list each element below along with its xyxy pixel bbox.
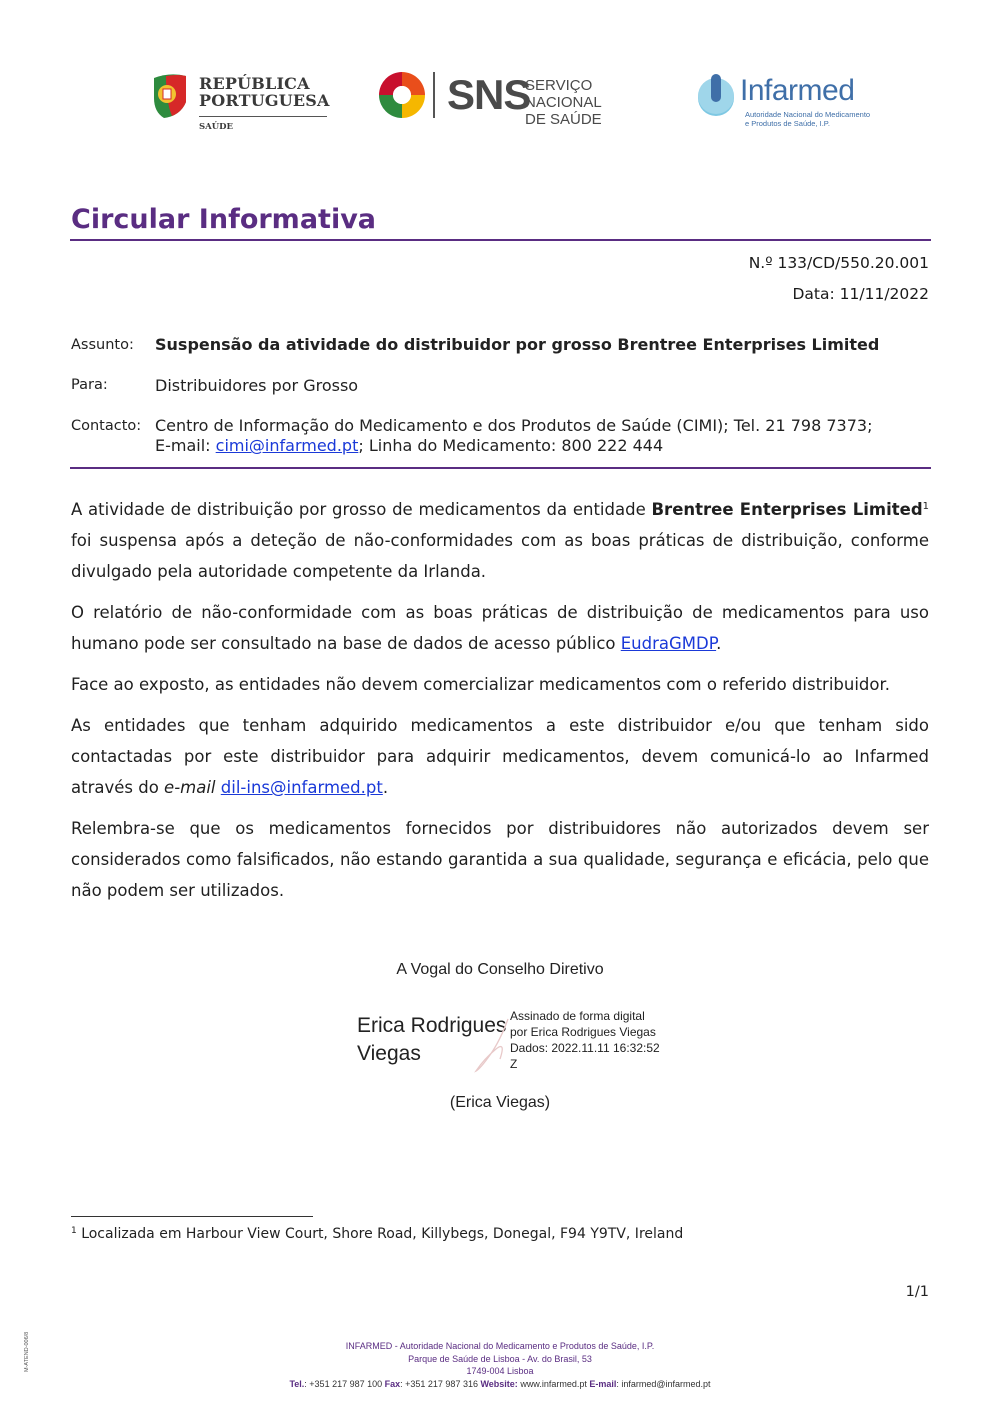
- p4-text-a: As entidades que tenham adquirido medicamentos a este distribuidor e/ou que tenham sido contactadas por este distribuidor para adquirir medicamentos, devem comunicá-lo ao Infarmed através do: [71, 716, 929, 797]
- footnote: [71, 1226, 683, 1242]
- footer-email-label: E-mail: [589, 1378, 617, 1389]
- digital-signature-block: [510, 1008, 660, 1072]
- rp-divider: [199, 116, 327, 117]
- footnote-mark: 1: [71, 1226, 77, 1236]
- dil-ins-email-link[interactable]: dil-ins@infarmed.pt: [220, 778, 383, 797]
- paragraph-5: [71, 813, 929, 906]
- digital-line4: Z: [510, 1057, 518, 1071]
- signatory-printed-name: (Erica Viegas): [449, 1094, 551, 1111]
- date-label: Data:: [792, 285, 835, 303]
- sns-emblem-icon: [377, 70, 427, 120]
- para-label: Para:: [71, 377, 108, 393]
- eudragmdp-link[interactable]: EudraGMDP: [620, 634, 717, 653]
- p4-email-word: e-mail: [164, 778, 216, 797]
- paragraph-1: [71, 494, 929, 587]
- footer-line1: INFARMED - Autoridade Nacional do Medicamento e Produtos de Saúde, I.P.: [345, 1341, 655, 1351]
- sns-acronym: SNS: [447, 71, 531, 118]
- title-divider: [70, 239, 931, 241]
- footer-contacts: [0, 1378, 1000, 1391]
- footer-tel-label: Tel.: [289, 1378, 305, 1389]
- contacto-value: [155, 416, 872, 456]
- p2-text-a: O relatório de não-conformidade com as boas práticas de distribuição de medicamentos para uso humano pode ser consultado na base de dados de acesso público: [71, 603, 929, 653]
- email-label: E-mail:: [155, 436, 211, 455]
- body-text: [71, 494, 929, 916]
- rp-line1: REPÚBLICA: [199, 74, 310, 93]
- infarmed-logo: [694, 72, 884, 134]
- signatory-role: A Vogal do Conselho Diretivo: [396, 961, 604, 978]
- footnote-divider: [71, 1216, 313, 1217]
- document-title: Circular Informativa: [71, 204, 377, 235]
- footer-line3: 1749-004 Lisboa: [466, 1366, 534, 1376]
- footer-web-label: Website:: [480, 1378, 518, 1389]
- footer-fax-label: Fax: [384, 1378, 401, 1389]
- p2-text-b: .: [716, 634, 722, 653]
- contacto-line1: Centro de Informação do Medicamento e dos Produtos de Saúde (CIMI); Tel. 21 798 7373;: [155, 416, 873, 435]
- cimi-email-link[interactable]: cimi@infarmed.pt: [215, 436, 359, 455]
- portugal-emblem-icon: [150, 72, 190, 120]
- footer-email: : infarmed@infarmed.pt: [616, 1378, 711, 1389]
- p4-text-b: .: [382, 778, 389, 797]
- footnote-ref: 1: [922, 501, 930, 512]
- footer-web: www.infarmed.pt: [517, 1378, 590, 1389]
- infarmed-name: Infarmed: [740, 74, 855, 107]
- footer-line2: Parque de Saúde de Lisboa - Av. do Brasil, 53: [408, 1353, 592, 1364]
- page-footer: [0, 1340, 1000, 1390]
- contacto-line2-rest: ; Linha do Medicamento: 800 222 444: [358, 436, 664, 455]
- p5-text: Relembra-se que os medicamentos fornecidos por distribuidores não autorizados devem ser considerados como falsificados, não estando garantida a sua qualidade, segurança e eficácia, pelo que não podem ser utilizados.: [71, 819, 929, 900]
- contacto-line2: [155, 436, 872, 456]
- p1-text-a: A atividade de distribuição por grosso de medicamentos da entidade: [71, 500, 652, 519]
- contacto-label: Contacto:: [71, 418, 142, 434]
- sns-line1: SERVIÇO NACIONAL: [525, 77, 602, 111]
- header-fields-divider: [70, 467, 931, 469]
- sns-logo: [377, 70, 657, 128]
- p1-text-b: foi suspensa após a deteção de não-conformidades com as boas práticas de distribuição, conforme divulgado pela autoridade competente da Irlanda.: [71, 531, 929, 581]
- form-code-text: M-ATEND-006/8: [24, 1331, 30, 1372]
- document-date: [792, 285, 929, 303]
- footer-tel: : +351 217 987 100: [304, 1378, 385, 1389]
- signatory-name-line2: Viegas: [357, 1042, 421, 1065]
- paragraph-2: [71, 597, 929, 659]
- digital-line3: Dados: 2022.11.11 16:32:52: [510, 1041, 660, 1055]
- entity-name: Brentree Enterprises Limited: [651, 500, 923, 519]
- infarmed-sub1: Autoridade Nacional do Medicamento: [745, 110, 871, 119]
- footer-fax: : +351 217 987 316: [400, 1378, 481, 1389]
- rp-saude-text: SAÚDE: [199, 122, 233, 132]
- signatory-name-line1: Erica Rodrigues: [357, 1014, 507, 1037]
- sns-line2: DE SAÚDE: [525, 111, 602, 128]
- assunto-label: Assunto:: [71, 337, 134, 353]
- page-number: 1/1: [905, 1284, 929, 1300]
- digital-line2: por Erica Rodrigues Viegas: [510, 1025, 656, 1039]
- date-value: 11/11/2022: [839, 285, 929, 303]
- infarmed-subtitle: [745, 110, 870, 128]
- rp-line2: PORTUGUESA: [199, 91, 330, 110]
- assunto-value: Suspensão da atividade do distribuidor por grosso Brentree Enterprises Limited: [155, 335, 880, 354]
- digital-line1: Assinado de forma digital: [510, 1009, 645, 1023]
- sns-full-name: [525, 77, 657, 128]
- document-number: N.º 133/CD/550.20.001: [748, 254, 929, 272]
- sns-divider: [433, 72, 435, 118]
- infarmed-sub2: e Produtos de Saúde, I.P.: [745, 119, 830, 128]
- republica-portuguesa-text: [199, 75, 330, 109]
- paragraph-4: [71, 710, 929, 803]
- p3-text: Face ao exposto, as entidades não devem comercializar medicamentos com o referido distribuidor.: [71, 675, 891, 694]
- footnote-text: Localizada em Harbour View Court, Shore Road, Killybegs, Donegal, F94 Y9TV, Ireland: [81, 1226, 684, 1242]
- republica-portuguesa-logo: [150, 72, 335, 138]
- para-value: Distribuidores por Grosso: [155, 376, 359, 395]
- infarmed-emblem-icon: [694, 72, 738, 118]
- paragraph-3: [71, 669, 929, 700]
